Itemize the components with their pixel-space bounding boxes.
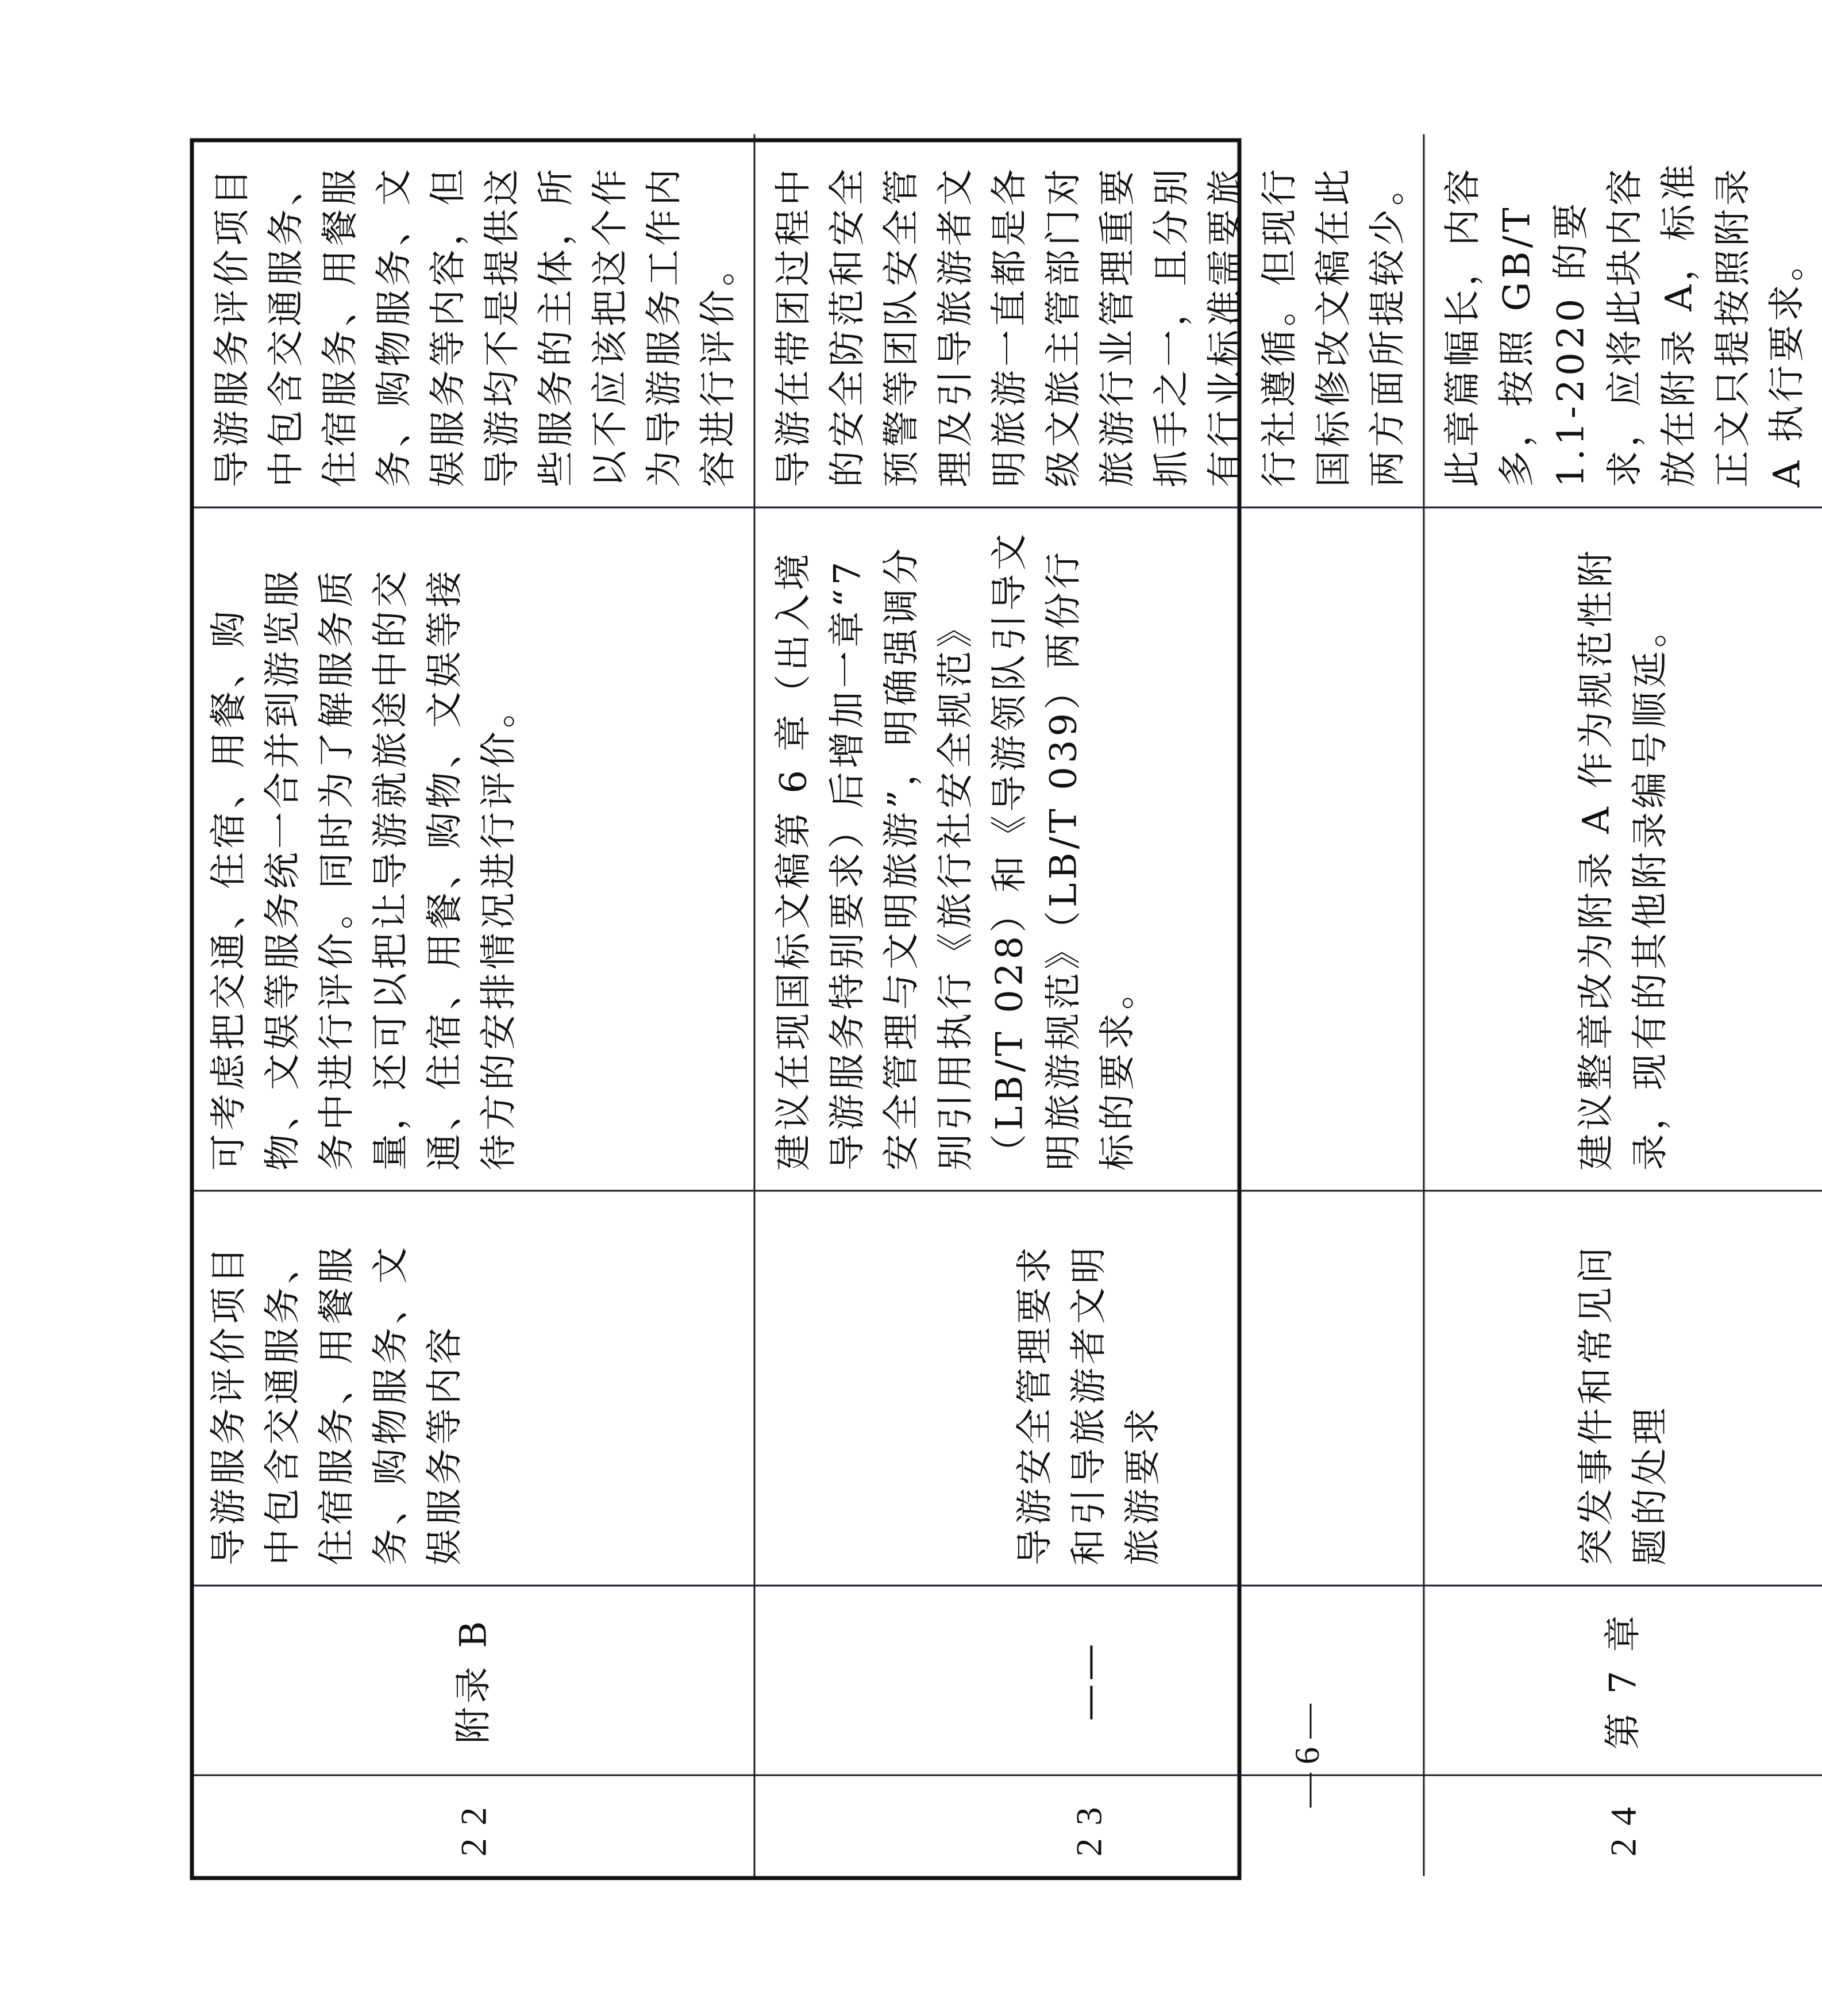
suggestion-text: 建议在现国标文稿第 6 章（出入境导游服务特别要求）后增加一章“7 安全管理与文明旅游”，明确强调分别引用执行《旅行社安全规范》（LB/T 028）和《导游领队引导文明旅游规范》（LB/T 039）两份行标的要求。 [755,509,1423,1192]
comment-table-rotated [190,138,1808,1880]
chapter-ref: —— [754,1586,1424,1775]
suggestion-text: 可考虑把交通、住宿、用餐、购物、文娱等服务统一合并到游览服务中进行评价。同时为了解服务质量，还可以把让导游就旅途中的交通、住宿、用餐、购物、文娱等接待方的安排情况进行评价。 [194,509,753,1192]
reason-text: 导游服务评价项目中包含交通服务、住宿服务、用餐服务、购物服务、文娱服务等内容，但导游均不是提供这些服务的主体，所以不应该把这个作为导游服务工作内容进行评价。 [194,134,754,507]
clause-content-text: 导游服务评价项目中包含交通服务、住宿服务、用餐服务、购物服务、文娱服务等内容 [207,1243,466,1565]
suggestion-text: 建议整章改为附录 A 作为规范性附录，现有的其他附录编号顺延。 [1424,509,1822,1192]
row-number: 23 [754,1775,1424,1876]
clause-content [754,507,1424,1586]
chapter-ref: 第 7 章 [1424,1586,1822,1775]
chapter-ref: 附录 B [194,1586,754,1775]
table-row-23 [754,134,1424,1876]
page-number: — 6 — [1288,1704,1326,1807]
reason-text: 导游在带团过程中的安全防范和安全预警等团队安全管理及引导旅游者文明旅游一直都是各级文旅主管部门对旅游行业管理重要抓手之一，且分别有行业标准需要旅行社遵循。但现行国标修改文稿在此两方面所提较少。 [754,134,1424,507]
clause-content-text: 导游安全管理要求和引导旅游者文明旅游要求 [1014,1243,1164,1565]
comment-table [194,134,1822,1876]
reason-text: 此章篇幅长，内容多，按照 GB/T 1.1-2020 的要求，应将此块内容放在附录 A，标准正文只提按照附录 A 执行要求。 [1424,134,1822,507]
row-number: 24 [1424,1775,1822,1876]
clause-content [1424,507,1822,1586]
clause-content [194,507,754,1586]
table-row-22 [194,134,754,1876]
clause-content-text: 突发事件和常见问题的处理 [1575,1243,1671,1565]
table-row-24 [1424,134,1822,1876]
row-number: 22 [194,1775,754,1876]
